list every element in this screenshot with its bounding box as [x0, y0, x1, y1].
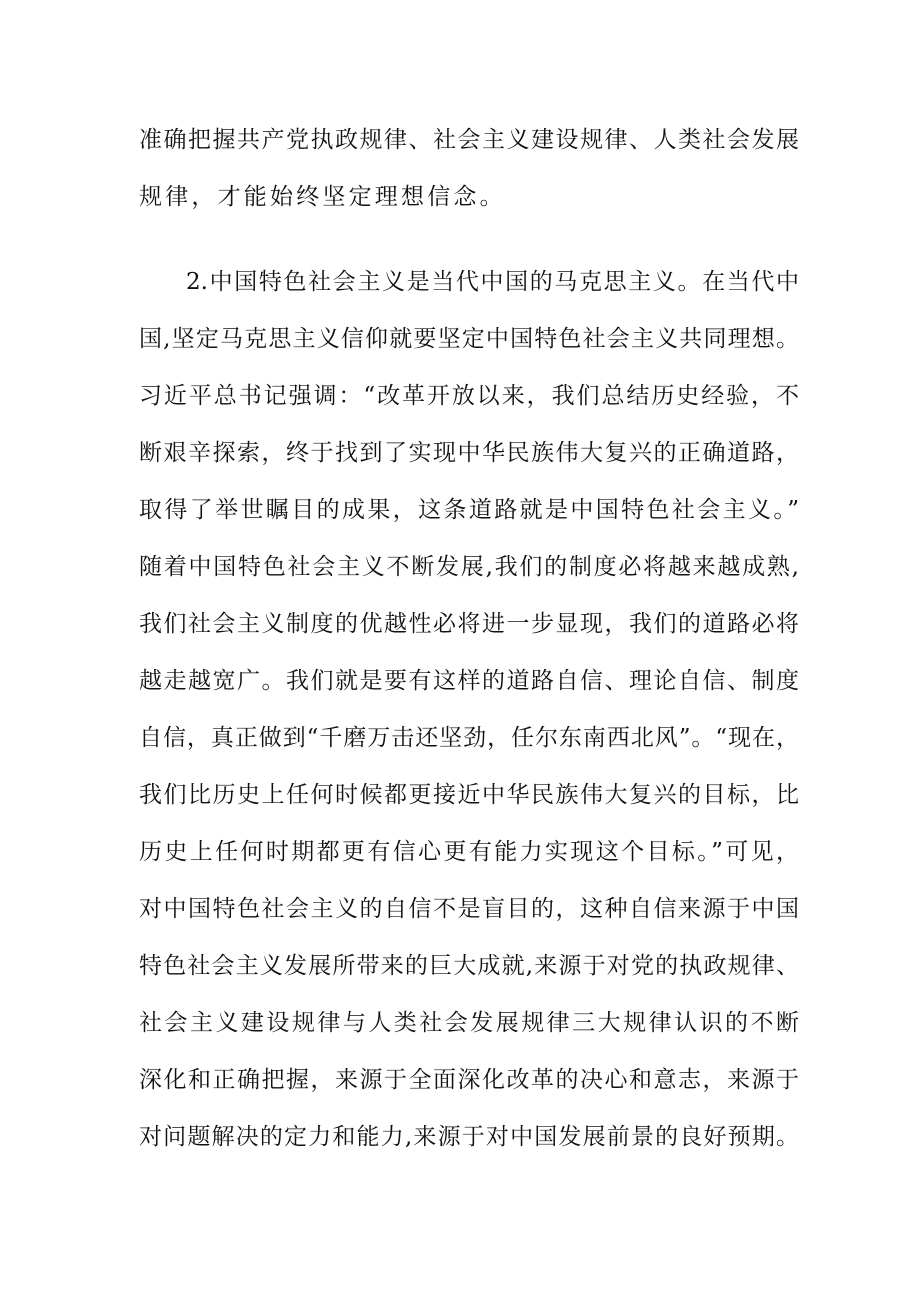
paragraph-2-line-11: 历史上任何时期都更有信心更有能力实现这个目标。”可见，	[139, 839, 799, 865]
paragraph-1-line-1: 准确把握共产党执政规律、社会主义建设规律、人类社会发展	[139, 127, 799, 153]
paragraph-2-line-15: 深化和正确把握，来源于全面深化改革的决心和意志，来源于	[139, 1067, 799, 1093]
paragraph-2-line-1: 2.中国特色社会主义是当代中国的马克思主义。在当代中	[186, 269, 799, 295]
paragraph-1-line-2: 规律，才能始终坚定理想信念。	[139, 184, 506, 210]
paragraph-2-line-12: 对中国特色社会主义的自信不是盲目的，这种自信来源于中国	[139, 896, 799, 922]
paragraph-2-line-7: 我们社会主义制度的优越性必将进一步显现，我们的道路必将	[139, 611, 799, 637]
paragraph-2-line-6: 随着中国特色社会主义不断发展,我们的制度必将越来越成熟,	[139, 554, 799, 580]
paragraph-2-line-10: 我们比历史上任何时候都更接近中华民族伟大复兴的目标，比	[139, 782, 799, 808]
paragraph-2-line-13: 特色社会主义发展所带来的巨大成就,来源于对党的执政规律、	[139, 953, 799, 979]
paragraph-2-line-9: 自信，真正做到“千磨万击还坚劲，任尔东南西北风”。“现在，	[139, 725, 799, 751]
paragraph-2-line-4: 断艰辛探索，终于找到了实现中华民族伟大复兴的正确道路，	[139, 440, 799, 466]
paragraph-2-line-8: 越走越宽广。我们就是要有这样的道路自信、理论自信、制度	[139, 668, 799, 694]
paragraph-2-line-5: 取得了举世瞩目的成果，这条道路就是中国特色社会主义。”	[139, 497, 799, 523]
paragraph-2-line-14: 社会主义建设规律与人类社会发展规律三大规律认识的不断	[139, 1010, 799, 1036]
paragraph-2-line-2: 国,坚定马克思主义信仰就要坚定中国特色社会主义共同理想。	[139, 326, 799, 352]
paragraph-2-line-3: 习近平总书记强调：“改革开放以来，我们总结历史经验，不	[139, 383, 799, 409]
paragraph-2-line-16: 对问题解决的定力和能力,来源于对中国发展前景的良好预期。	[139, 1124, 799, 1150]
